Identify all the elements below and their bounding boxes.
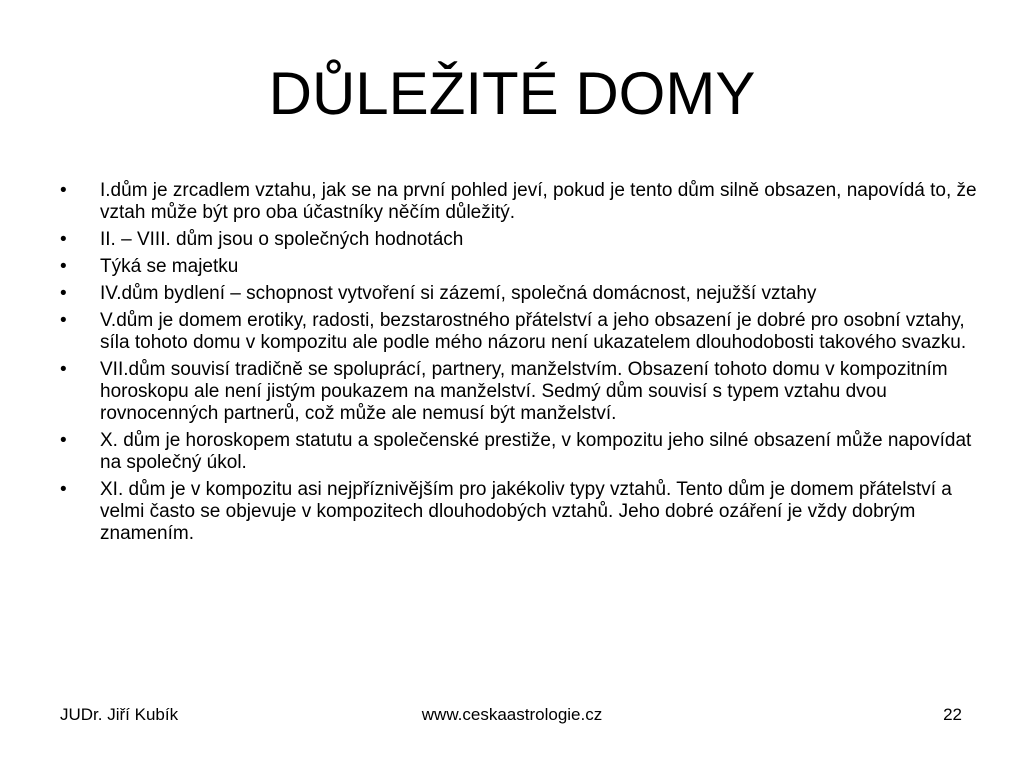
bullet-text: VII.dům souvisí tradičně se spoluprácí, partnery, manželstvím. Obsazení tohoto domu v kompozitním horoskopu ale není jistým poukazem na manželství. Sedmý dům souvisí s typem vztahu dvou rovnocenných partnerů, což může ale nemusí být manželství. (100, 359, 948, 424)
bullet-icon: • (60, 359, 67, 380)
footer-author: JUDr. Jiří Kubík (60, 705, 179, 724)
bullet-list (58, 180, 978, 550)
bullet-icon: • (60, 479, 67, 500)
bullet-icon: • (60, 430, 67, 451)
bullet-text: V.dům je domem erotiky, radosti, bezstarostného přátelství a jeho obsazení je dobré pro osobní vztahy, síla tohoto domu v kompozitu ale podle mého názoru není ukazatelem dlouhodobosti takového svazku. (100, 310, 967, 353)
slide-title: DŮLEŽITÉ DOMY (268, 60, 756, 127)
bullet-item (58, 283, 978, 305)
bullet-text: Týká se majetku (100, 256, 239, 277)
bullet-item (58, 256, 978, 278)
bullet-icon: • (60, 180, 67, 201)
bullet-text: X. dům je horoskopem statutu a společenské prestiže, v kompozitu jeho silné obsazení může napovídat na společný úkol. (100, 430, 972, 473)
bullet-item (58, 359, 978, 425)
bullet-item (58, 180, 978, 224)
bullet-text: II. – VIII. dům jsou o společných hodnotách (100, 229, 464, 250)
bullet-icon: • (60, 256, 67, 277)
bullet-icon: • (60, 229, 67, 250)
bullet-text: IV.dům bydlení – schopnost vytvoření si zázemí, společná domácnost, nejužší vztahy (100, 283, 817, 304)
bullet-icon: • (60, 283, 67, 304)
footer-website: www.ceskaastrologie.cz (421, 705, 603, 724)
bullet-item (58, 430, 978, 474)
bullet-item (58, 229, 978, 251)
bullet-item (58, 310, 978, 354)
bullet-text: I.dům je zrcadlem vztahu, jak se na první pohled jeví, pokud je tento dům silně obsazen, napovídá to, že vztah může být pro oba účastníky něčím důležitý. (100, 180, 977, 223)
bullet-text: XI. dům je v kompozitu asi nejpříznivějším pro jakékoliv typy vztahů. Tento dům je domem přátelství a velmi často se objevuje v kompozitech dlouhodobých vztahů. Jeho dobré ozáření je vždy dobrým znamením. (100, 479, 952, 544)
bullet-icon: • (60, 310, 67, 331)
bullet-item (58, 479, 978, 545)
footer-page-number: 22 (943, 705, 962, 724)
